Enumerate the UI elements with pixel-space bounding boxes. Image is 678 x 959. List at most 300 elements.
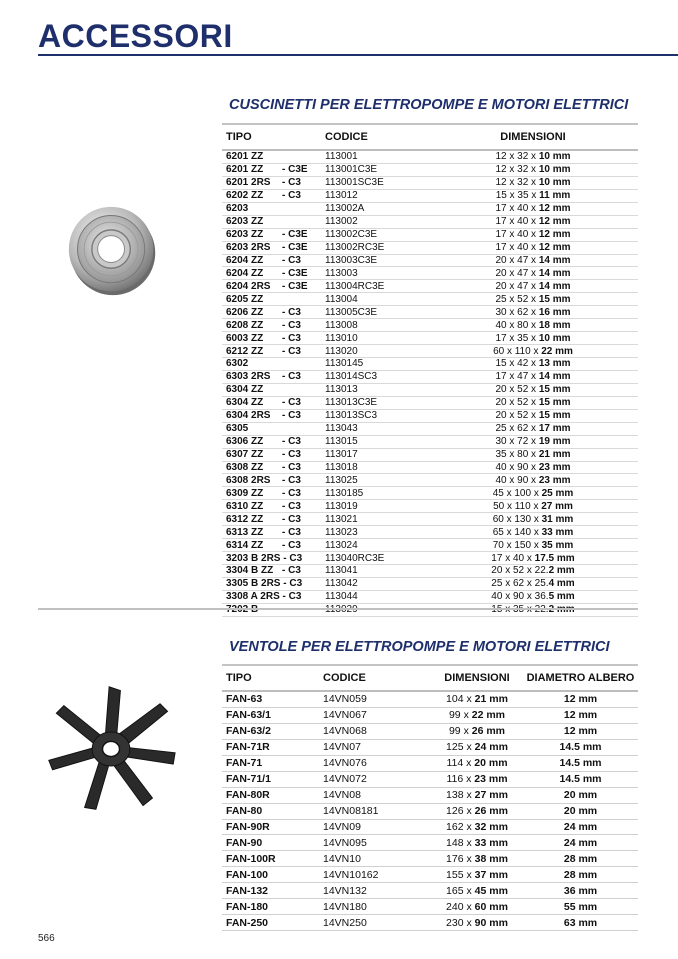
bearing-tipo-cell bbox=[222, 500, 321, 513]
bearing-dimensioni bbox=[428, 539, 638, 552]
bearing-tipo: 6304 ZZ bbox=[226, 384, 264, 396]
bearing-codice: 113040RC3E bbox=[321, 552, 428, 565]
bearing-dimensioni bbox=[428, 280, 638, 293]
bearing-dim-bold: 15 mm bbox=[538, 293, 571, 305]
bearing-dim-bold: 33 mm bbox=[541, 526, 574, 538]
table-row bbox=[222, 345, 638, 358]
fan-dim-bold: 38 mm bbox=[474, 852, 508, 865]
bearing-tipo-cell bbox=[222, 280, 321, 293]
bearing-suffix: - C3E bbox=[282, 280, 308, 292]
table-row bbox=[222, 383, 638, 396]
table-row bbox=[222, 409, 638, 422]
table-row bbox=[222, 461, 638, 474]
fan-codice: 14VN068 bbox=[319, 723, 431, 739]
bearing-dim-text: 20 x 52 x 22. bbox=[491, 565, 549, 577]
fan-tipo: FAN-71R bbox=[222, 739, 319, 755]
table-row bbox=[222, 513, 638, 526]
bearing-tipo: 6314 ZZ bbox=[226, 539, 264, 551]
table-row bbox=[222, 500, 638, 513]
bearing-dim-text: 30 x 62 x bbox=[495, 306, 539, 318]
bearing-tipo-cell bbox=[222, 202, 321, 215]
bearing-tipo-cell bbox=[222, 267, 321, 280]
fan-codice: 14VN10 bbox=[319, 851, 431, 867]
fan-codice: 14VN180 bbox=[319, 899, 431, 915]
fan-dim-text: 162 x bbox=[446, 820, 475, 833]
header-codice: CODICE bbox=[319, 665, 431, 691]
bearing-suffix: - C3E bbox=[282, 242, 308, 254]
bearing-tipo: 3308 A 2RS - C3 bbox=[226, 591, 302, 603]
page-number: 566 bbox=[38, 933, 55, 944]
bearing-dim-text: 30 x 72 x bbox=[495, 436, 539, 448]
bearing-tipo-cell bbox=[222, 422, 321, 435]
bearing-dimensioni bbox=[428, 474, 638, 487]
bearing-tipo: 6202 ZZ bbox=[226, 190, 264, 202]
bearing-tipo-cell bbox=[222, 383, 321, 396]
fan-dimensioni bbox=[431, 787, 523, 803]
bearing-dim-bold: 12 mm bbox=[538, 242, 571, 254]
bearing-dim-bold: 14 mm bbox=[538, 280, 571, 292]
bearing-dim-bold: 15 mm bbox=[538, 384, 571, 396]
fan-dim-text: 116 x bbox=[446, 773, 475, 786]
bearing-suffix: - C3E bbox=[282, 267, 308, 279]
bearing-suffix: - C3 bbox=[282, 565, 301, 577]
fan-dimensioni bbox=[431, 707, 523, 723]
bearing-dimensioni bbox=[428, 487, 638, 500]
bearing-dim-bold: 18 mm bbox=[538, 319, 571, 331]
bearing-codice: 113002A bbox=[321, 202, 428, 215]
bearing-dim-text: 20 x 47 x bbox=[495, 267, 539, 279]
table-row bbox=[222, 867, 638, 883]
bearing-codice: 113002C3E bbox=[321, 228, 428, 241]
bearing-tipo-cell bbox=[222, 176, 321, 189]
bearing-tipo-cell bbox=[222, 358, 321, 371]
bearing-dimensioni bbox=[428, 552, 638, 565]
bearing-tipo: 6201 ZZ bbox=[226, 164, 264, 176]
fan-dim-text: 114 x bbox=[446, 757, 475, 770]
bearing-tipo: 6203 2RS bbox=[226, 242, 271, 254]
bearing-codice: 113020 bbox=[321, 345, 428, 358]
bearing-dim-bold: 14 mm bbox=[538, 254, 571, 266]
bearing-dim-text: 60 x 110 x bbox=[493, 345, 542, 357]
bearing-dim-bold: 25 mm bbox=[541, 487, 574, 499]
bearing-dim-text: 40 x 80 x bbox=[495, 319, 539, 331]
bearing-tipo-cell bbox=[222, 539, 321, 552]
bearing-dim-text: 20 x 52 x bbox=[495, 397, 539, 409]
bearing-tipo: 3203 B 2RS - C3 bbox=[226, 552, 303, 564]
fan-tipo: FAN-90 bbox=[222, 835, 319, 851]
bearing-dimensioni bbox=[428, 215, 638, 228]
fan-dim-text: 155 x bbox=[446, 868, 475, 881]
bearing-tipo-cell bbox=[222, 254, 321, 267]
fan-diametro-albero: 63 mm bbox=[523, 915, 638, 931]
fan-tipo: FAN-100R bbox=[222, 851, 319, 867]
bearing-tipo: 6309 ZZ bbox=[226, 487, 264, 499]
bearing-dim-text: 25 x 62 x 25. bbox=[491, 578, 549, 590]
bearing-codice: 113023 bbox=[321, 526, 428, 539]
bearing-dim-bold: 22 mm bbox=[541, 345, 573, 357]
fan-dim-text: 230 x bbox=[446, 916, 475, 929]
fan-dim-bold: 21 mm bbox=[474, 693, 508, 706]
bearing-tipo-cell bbox=[222, 293, 321, 306]
bearing-dim-bold: 10 mm bbox=[538, 164, 571, 176]
bearing-dim-text: 12 x 32 x bbox=[495, 151, 539, 163]
fan-diametro-albero: 12 mm bbox=[523, 707, 638, 723]
bearing-codice: 113004RC3E bbox=[321, 280, 428, 293]
bearing-tipo: 6304 ZZ bbox=[226, 397, 264, 409]
bearing-dimensioni bbox=[428, 163, 638, 176]
bearing-tipo: 3304 B ZZ bbox=[226, 565, 274, 577]
bearing-dim-bold: 14 mm bbox=[538, 267, 571, 279]
fan-dimensioni bbox=[431, 835, 523, 851]
fan-dim-bold: 33 mm bbox=[474, 836, 508, 849]
bearing-dimensioni bbox=[428, 306, 638, 319]
bearing-tipo-cell bbox=[222, 332, 321, 345]
bearing-dim-bold: 15 mm bbox=[538, 410, 571, 422]
bearing-tipo: 6205 ZZ bbox=[226, 293, 264, 305]
bearing-dimensioni bbox=[428, 176, 638, 189]
bearing-dim-text: 17 x 40 x bbox=[495, 216, 539, 228]
bearing-dim-text: 17 x 40 x bbox=[495, 229, 539, 241]
fan-dimensioni bbox=[431, 851, 523, 867]
bearing-codice: 113013C3E bbox=[321, 396, 428, 409]
bearing-tipo-cell bbox=[222, 215, 321, 228]
bearing-dimensioni bbox=[428, 409, 638, 422]
bearing-tipo: 6203 ZZ bbox=[226, 216, 264, 228]
table-row bbox=[222, 435, 638, 448]
bearing-codice: 113001 bbox=[321, 150, 428, 163]
bearing-suffix: - C3 bbox=[282, 319, 301, 331]
bearing-dim-text: 20 x 47 x bbox=[495, 254, 539, 266]
header-dimensioni: DIMENSIONI bbox=[428, 124, 638, 150]
bearing-tipo-cell bbox=[222, 319, 321, 332]
bearings-header-row bbox=[222, 124, 638, 150]
fan-codice: 14VN08 bbox=[319, 787, 431, 803]
bearing-suffix: - C3 bbox=[282, 436, 301, 448]
bearing-codice: 113044 bbox=[321, 590, 428, 603]
bearing-tipo: 6203 ZZ bbox=[226, 229, 264, 241]
fan-dim-text: 125 x bbox=[446, 741, 475, 754]
bearing-suffix: - C3 bbox=[282, 190, 301, 202]
bearing-codice: 113041 bbox=[321, 565, 428, 578]
bearing-dim-bold: 5 mm bbox=[548, 591, 575, 603]
bearing-dim-bold: 10 mm bbox=[538, 332, 571, 344]
bearing-tipo: 6206 ZZ bbox=[226, 306, 264, 318]
bearing-dimensioni bbox=[428, 435, 638, 448]
fan-codice: 14VN076 bbox=[319, 755, 431, 771]
bearing-dim-text: 40 x 90 x bbox=[495, 461, 539, 473]
fan-dim-text: 148 x bbox=[446, 836, 475, 849]
bearing-dim-text: 50 x 110 x bbox=[493, 500, 542, 512]
table-row bbox=[222, 565, 638, 578]
bearing-dim-bold: 2 mm bbox=[548, 565, 575, 577]
bearing-dimensioni bbox=[428, 565, 638, 578]
table-row bbox=[222, 487, 638, 500]
bearing-dim-bold: 23 mm bbox=[538, 474, 571, 486]
fan-dimensioni bbox=[431, 771, 523, 787]
bearing-dim-bold: 14 mm bbox=[538, 371, 571, 383]
fan-tipo: FAN-63/2 bbox=[222, 723, 319, 739]
bearing-codice: 113012 bbox=[321, 189, 428, 202]
bearing-dimensioni bbox=[428, 370, 638, 383]
fan-diametro-albero: 20 mm bbox=[523, 787, 638, 803]
fan-diametro-albero: 14.5 mm bbox=[523, 755, 638, 771]
bearing-codice: 113002RC3E bbox=[321, 241, 428, 254]
bearing-tipo: 6303 2RS bbox=[226, 371, 271, 383]
bearing-codice: 113001C3E bbox=[321, 163, 428, 176]
table-row bbox=[222, 755, 638, 771]
fan-diametro-albero: 28 mm bbox=[523, 867, 638, 883]
fan-dimensioni bbox=[431, 739, 523, 755]
bearing-suffix: - C3 bbox=[282, 526, 301, 538]
bearing-dimensioni bbox=[428, 202, 638, 215]
fan-dimensioni bbox=[431, 915, 523, 931]
bearing-dim-bold: 19 mm bbox=[538, 436, 571, 448]
bearing-dim-text: 70 x 150 x bbox=[492, 539, 542, 551]
page-title: ACCESSORI bbox=[38, 18, 233, 54]
table-row bbox=[222, 254, 638, 267]
fan-dim-bold: 22 mm bbox=[471, 709, 506, 722]
bearing-dimensioni bbox=[428, 577, 638, 590]
table-row bbox=[222, 332, 638, 345]
bearing-dim-bold: 11 mm bbox=[539, 190, 571, 202]
fan-diametro-albero: 28 mm bbox=[523, 851, 638, 867]
fan-codice: 14VN08181 bbox=[319, 803, 431, 819]
bearing-codice: 113042 bbox=[321, 577, 428, 590]
bearing-tipo-cell bbox=[222, 189, 321, 202]
fan-dim-text: 176 x bbox=[446, 852, 475, 865]
bearing-tipo: 6312 ZZ bbox=[226, 513, 264, 525]
bearing-suffix: - C3 bbox=[282, 513, 301, 525]
bearing-dim-text: 17 x 47 x bbox=[495, 371, 539, 383]
fan-codice: 14VN095 bbox=[319, 835, 431, 851]
bearings-section-title: CUSCINETTI PER ELETTROPOMPE E MOTORI ELETTRICI bbox=[229, 97, 629, 113]
bearing-dim-text: 35 x 80 x bbox=[495, 449, 539, 461]
fan-codice: 14VN09 bbox=[319, 819, 431, 835]
fan-diametro-albero: 20 mm bbox=[523, 803, 638, 819]
bearing-dim-text: 15 x 42 x bbox=[495, 358, 539, 370]
bearing-dim-bold: 13 mm bbox=[538, 358, 571, 370]
bearing-tipo-cell bbox=[222, 150, 321, 163]
bearing-dimensioni bbox=[428, 526, 638, 539]
fan-tipo: FAN-80 bbox=[222, 803, 319, 819]
bearing-dim-text: 15 x 35 x bbox=[495, 190, 540, 202]
fan-diametro-albero: 36 mm bbox=[523, 883, 638, 899]
fans-table bbox=[222, 664, 638, 931]
fan-diametro-albero: 24 mm bbox=[523, 819, 638, 835]
bearing-suffix: - C3E bbox=[282, 164, 308, 176]
table-row bbox=[222, 241, 638, 254]
bearing-tipo: 6305 bbox=[226, 423, 249, 435]
table-row bbox=[222, 422, 638, 435]
table-row bbox=[222, 202, 638, 215]
table-row bbox=[222, 215, 638, 228]
bearing-dimensioni bbox=[428, 189, 638, 202]
bearing-suffix: - C3 bbox=[282, 332, 301, 344]
table-row bbox=[222, 176, 638, 189]
table-row bbox=[222, 358, 638, 371]
bearing-tipo: 6203 bbox=[226, 203, 249, 215]
bearing-dim-bold: 10 mm bbox=[538, 151, 571, 163]
bearing-suffix: - C3 bbox=[282, 177, 301, 189]
bearing-tipo: 6304 2RS bbox=[226, 410, 271, 422]
bearing-tipo-cell bbox=[222, 590, 321, 603]
fan-tipo: FAN-71/1 bbox=[222, 771, 319, 787]
bearing-codice: 113024 bbox=[321, 539, 428, 552]
bearing-dimensioni bbox=[428, 500, 638, 513]
bearing-dim-bold: 12 mm bbox=[538, 203, 571, 215]
bearing-dim-bold: 27 mm bbox=[541, 500, 573, 512]
fan-diametro-albero: 12 mm bbox=[523, 723, 638, 739]
table-row bbox=[222, 819, 638, 835]
table-row bbox=[222, 851, 638, 867]
fan-diametro-albero: 14.5 mm bbox=[523, 739, 638, 755]
bearing-dimensioni bbox=[428, 383, 638, 396]
bearing-suffix: - C3 bbox=[282, 254, 301, 266]
table-row bbox=[222, 539, 638, 552]
bearing-tipo-cell bbox=[222, 345, 321, 358]
bearing-dim-text: 17 x 40 x bbox=[491, 552, 535, 564]
bearing-dimensioni bbox=[428, 358, 638, 371]
bearing-tipo-cell bbox=[222, 513, 321, 526]
bearing-tipo: 6306 ZZ bbox=[226, 436, 264, 448]
bearing-dim-text: 12 x 32 x bbox=[495, 164, 539, 176]
fan-dim-bold: 60 mm bbox=[474, 900, 508, 913]
fan-dimensioni bbox=[431, 819, 523, 835]
bearing-dim-text: 65 x 140 x bbox=[492, 526, 542, 538]
fan-dimensioni bbox=[431, 803, 523, 819]
bearing-tipo-cell bbox=[222, 370, 321, 383]
bearing-dim-text: 12 x 32 x bbox=[495, 177, 539, 189]
table-row bbox=[222, 577, 638, 590]
bearing-codice: 113008 bbox=[321, 319, 428, 332]
fan-dim-bold: 24 mm bbox=[474, 741, 508, 754]
fan-codice: 14VN067 bbox=[319, 707, 431, 723]
fan-diametro-albero: 14.5 mm bbox=[523, 771, 638, 787]
bearing-dimensioni bbox=[428, 332, 638, 345]
bearing-dimensioni bbox=[428, 448, 638, 461]
bearing-dim-text: 45 x 100 x bbox=[492, 487, 542, 499]
bearing-suffix: - C3 bbox=[282, 371, 301, 383]
bearing-codice: 113013 bbox=[321, 383, 428, 396]
fans-header-row bbox=[222, 665, 638, 691]
bearing-tipo: 6307 ZZ bbox=[226, 449, 264, 461]
bearing-tipo-cell bbox=[222, 396, 321, 409]
bearing-tipo: 6302 bbox=[226, 358, 249, 370]
table-row bbox=[222, 163, 638, 176]
table-row bbox=[222, 526, 638, 539]
bearing-dim-bold: 4 mm bbox=[548, 578, 575, 590]
table-row bbox=[222, 771, 638, 787]
bearing-dim-text: 25 x 62 x bbox=[495, 423, 539, 435]
bearing-dim-text: 20 x 52 x bbox=[495, 410, 539, 422]
bearing-dimensioni bbox=[428, 461, 638, 474]
fan-dim-bold: 26 mm bbox=[474, 805, 508, 818]
bearing-dim-text: 40 x 90 x 36. bbox=[491, 591, 549, 603]
bearing-codice: 113001SC3E bbox=[321, 176, 428, 189]
bearing-codice: 113003C3E bbox=[321, 254, 428, 267]
bearing-codice: 113015 bbox=[321, 435, 428, 448]
table-row bbox=[222, 474, 638, 487]
bearing-suffix: - C3 bbox=[282, 449, 301, 461]
bearing-tipo-cell bbox=[222, 461, 321, 474]
bearing-dimensioni bbox=[428, 422, 638, 435]
bearing-tipo: 6201 ZZ bbox=[226, 151, 264, 163]
bearing-tipo-cell bbox=[222, 487, 321, 500]
fan-codice: 14VN072 bbox=[319, 771, 431, 787]
fan-dim-text: 126 x bbox=[446, 805, 475, 818]
fan-dimensioni bbox=[431, 691, 523, 707]
bearing-dimensioni bbox=[428, 345, 638, 358]
fan-dim-bold: 27 mm bbox=[474, 789, 508, 802]
bearing-codice: 113010 bbox=[321, 332, 428, 345]
bearing-codice: 113013SC3 bbox=[321, 409, 428, 422]
bearing-tipo: 6003 ZZ bbox=[226, 332, 264, 344]
bearing-dim-text: 20 x 47 x bbox=[495, 280, 539, 292]
bearing-tipo-cell bbox=[222, 435, 321, 448]
fan-codice: 14VN059 bbox=[319, 691, 431, 707]
table-row bbox=[222, 280, 638, 293]
bearing-tipo: 6308 2RS bbox=[226, 474, 271, 486]
bearing-dim-text: 17 x 35 x bbox=[495, 332, 539, 344]
bearing-dim-bold: 10 mm bbox=[538, 177, 571, 189]
bearing-suffix: - C3 bbox=[282, 539, 301, 551]
fan-dimensioni bbox=[431, 755, 523, 771]
table-row bbox=[222, 883, 638, 899]
bearing-dim-bold: 12 mm bbox=[538, 216, 571, 228]
fan-dim-bold: 45 mm bbox=[474, 884, 508, 897]
table-row bbox=[222, 899, 638, 915]
fan-dimensioni bbox=[431, 883, 523, 899]
bearing-tipo-cell bbox=[222, 552, 321, 565]
bearing-suffix: - C3 bbox=[282, 487, 301, 499]
bearing-tipo: 6204 2RS bbox=[226, 280, 271, 292]
bearing-codice: 113025 bbox=[321, 474, 428, 487]
bearing-codice: 113019 bbox=[321, 500, 428, 513]
fan-diametro-albero: 24 mm bbox=[523, 835, 638, 851]
bearing-tipo: 6204 ZZ bbox=[226, 254, 264, 266]
fan-dim-bold: 26 mm bbox=[471, 725, 506, 738]
section-divider bbox=[38, 608, 638, 610]
bearing-dimensioni bbox=[428, 254, 638, 267]
header-diametro-albero: DIAMETRO ALBERO bbox=[523, 665, 638, 691]
bearing-suffix: - C3 bbox=[282, 345, 301, 357]
table-row bbox=[222, 803, 638, 819]
table-row bbox=[222, 723, 638, 739]
fan-tipo: FAN-250 bbox=[222, 915, 319, 931]
bearings-table bbox=[222, 123, 638, 617]
fan-dim-text: 99 x bbox=[448, 725, 472, 738]
fans-section-title: VENTOLE PER ELETTROPOMPE E MOTORI ELETTRICI bbox=[229, 639, 610, 655]
bearing-dim-text: 17 x 40 x bbox=[495, 242, 539, 254]
bearing-dim-text: 40 x 90 x bbox=[495, 474, 539, 486]
bearing-codice: 1130185 bbox=[321, 487, 428, 500]
header-tipo: TIPO bbox=[222, 665, 319, 691]
table-row bbox=[222, 267, 638, 280]
fan-tipo: FAN-71 bbox=[222, 755, 319, 771]
fan-tipo: FAN-90R bbox=[222, 819, 319, 835]
table-row bbox=[222, 228, 638, 241]
bearing-dim-text: 17 x 40 x bbox=[495, 203, 539, 215]
bearing-dimensioni bbox=[428, 396, 638, 409]
fan-dim-bold: 20 mm bbox=[474, 757, 508, 770]
bearing-dim-bold: 23 mm bbox=[538, 461, 571, 473]
bearing-dim-bold: 17 mm bbox=[538, 423, 571, 435]
bearing-dim-bold: 21 mm bbox=[538, 449, 571, 461]
fan-diametro-albero: 12 mm bbox=[523, 691, 638, 707]
bearing-codice: 113004 bbox=[321, 293, 428, 306]
bearing-codice: 1130145 bbox=[321, 358, 428, 371]
fan-codice: 14VN250 bbox=[319, 915, 431, 931]
